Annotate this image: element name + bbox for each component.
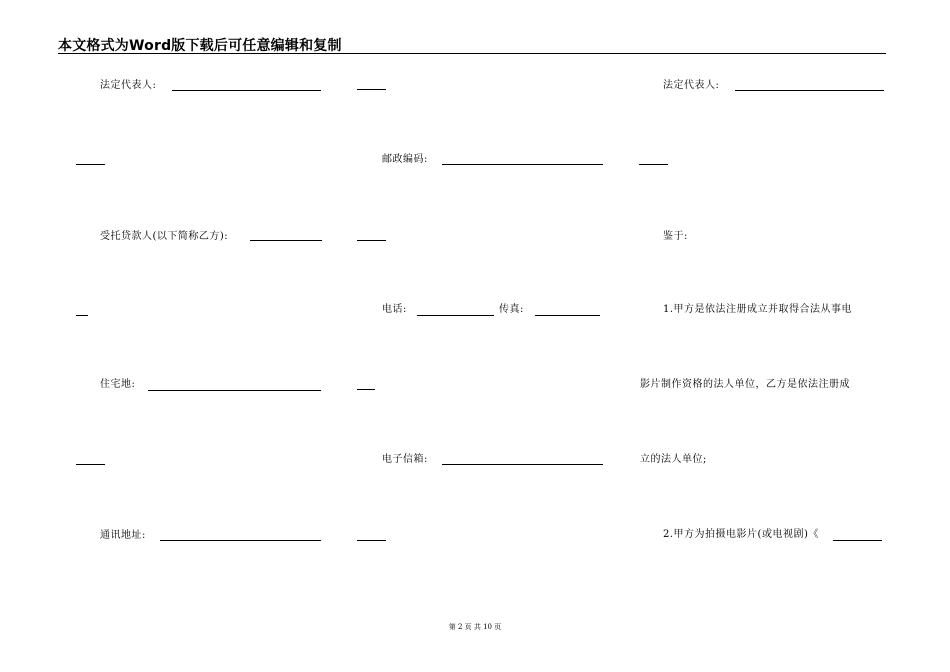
continuation-blank (357, 540, 386, 541)
continuation-blank (357, 240, 386, 241)
continuation-blank (357, 389, 375, 390)
legal-rep-blank-left (172, 90, 321, 91)
entrusted-lender-label: 受托贷款人(以下简称乙方): (100, 231, 229, 242)
clause-2-line-1: 2.甲方为拍摄电影片(或电视剧)《 (663, 529, 819, 540)
phone-label: 电话: (382, 304, 407, 315)
legal-rep-blank-right (735, 90, 884, 91)
film-title-blank (833, 540, 882, 541)
continuation-blank (357, 89, 386, 90)
residence-label: 住宅地: (100, 379, 136, 390)
email-blank (442, 464, 603, 465)
continuation-blank (639, 164, 668, 165)
header-rule (58, 53, 886, 54)
clause-1-line-1: 1.甲方是依法注册成立并取得合法从事电 (663, 304, 853, 315)
fax-blank (535, 315, 600, 316)
continuation-blank (76, 464, 105, 465)
clause-1-line-3: 立的法人单位; (640, 454, 707, 465)
postal-code-blank (442, 164, 603, 165)
legal-rep-label-left: 法定代表人: (100, 80, 157, 91)
legal-rep-label-right: 法定代表人: (663, 80, 720, 91)
continuation-blank (76, 315, 88, 316)
postal-code-label: 邮政编码: (382, 154, 428, 165)
continuation-blank (76, 164, 105, 165)
whereas-heading: 鉴于: (663, 231, 688, 242)
mailing-address-blank (160, 540, 321, 541)
fax-label: 传真: (499, 304, 524, 315)
entrusted-lender-blank (250, 240, 322, 241)
mailing-address-label: 通讯地址: (100, 530, 146, 541)
residence-blank (148, 390, 321, 391)
email-label: 电子信箱: (382, 454, 428, 465)
phone-blank (417, 315, 494, 316)
page-number: 第 2 页 共 10 页 (448, 623, 502, 631)
clause-1-line-2: 影片制作资格的法人单位，乙方是依法注册成 (640, 379, 850, 390)
document-header-title: 本文格式为Word版下载后可任意编辑和复制 (58, 38, 342, 54)
